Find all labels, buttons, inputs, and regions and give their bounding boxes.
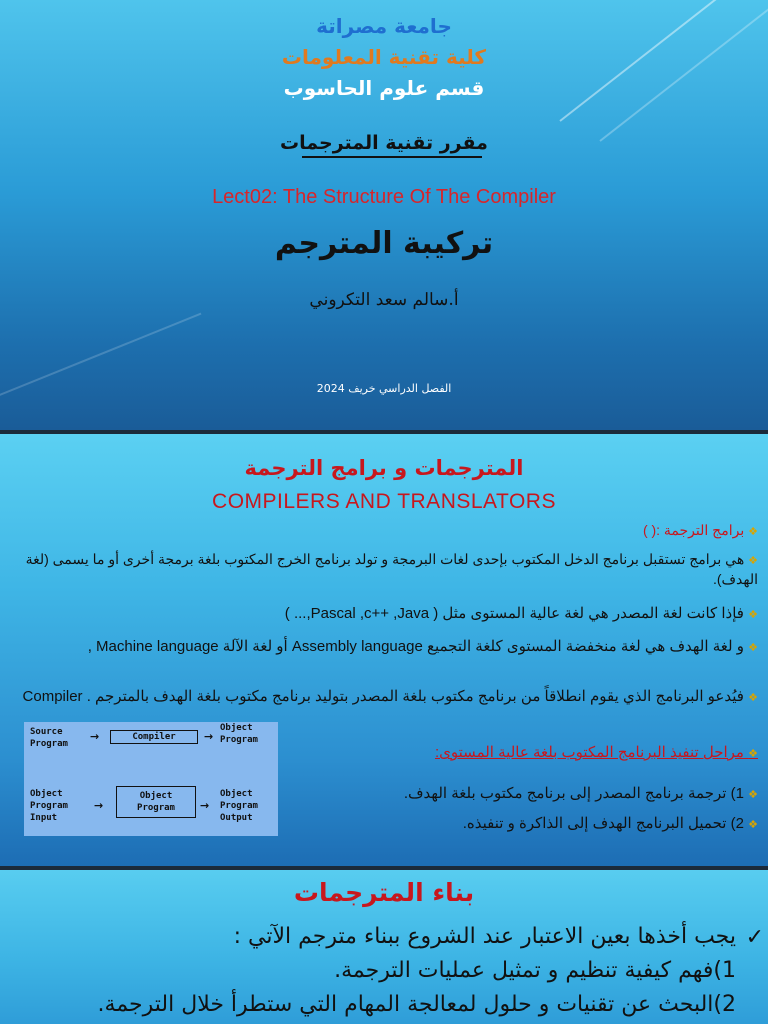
title-slide — [0, 0, 768, 430]
paragraph-text: فيُدعو البرنامج الذي يقوم انطلاقاً من برنامج مكتوب بلغة المصدر بتوليد برنامج مكتوب بلغة الهدف بالمترجم . Compiler — [22, 688, 744, 705]
bullet-icon: ❖ — [748, 555, 758, 567]
object-program-box — [116, 786, 196, 818]
requirement-item-1: 1)فهم كيفية تنظيم و تمثيل عمليات الترجمة. — [334, 958, 736, 983]
stage-step-1 — [404, 784, 758, 802]
author-name: أ.سالم سعد التكروني — [309, 290, 459, 310]
diagram-compiler-label: Compiler — [132, 732, 176, 742]
faculty-name: كلية تقنية المعلومات — [281, 45, 487, 69]
slide-title: بناء المترجمات — [293, 878, 475, 907]
decorative-streak — [0, 313, 201, 412]
building-compilers-slide — [0, 870, 768, 1024]
paragraph-text: هي برامج تستقبل برنامج الدخل المكتوب بإحدى لغات البرمجة و تولد برنامج الخرج المكتوب بلغة برمجة أخرى أو ما يسمى (لغة الهدف). — [25, 551, 758, 587]
heading-text: برامج الترجمة :( ) — [642, 522, 745, 538]
step-text: 1) ترجمة برنامج المصدر إلى برنامج مكتوب بلغة الهدف. — [403, 785, 744, 802]
diagram-source-label: Source Program — [30, 727, 68, 749]
requirement-intro: يجب أخذها بعين الاعتبار عند الشروع ببناء مترجم الآتي : — [233, 924, 736, 949]
translation-programs-heading — [643, 522, 758, 539]
diagram-object-program-label: Object Program — [137, 791, 175, 813]
arrow-right-icon: → — [200, 799, 210, 812]
heading-text: مراحل تنفيذ البرنامج المكتوب بلغة عالية المستوى: — [435, 744, 744, 761]
compiler-diagram — [24, 722, 278, 836]
department-name: قسم علوم الحاسوب — [283, 76, 485, 100]
university-name: جامعة مصراتة — [316, 14, 452, 38]
semester-label: الفصل الدراسي خريف 2024 — [316, 382, 452, 395]
compiler-box — [110, 730, 198, 744]
bullet-icon: ❖ — [748, 526, 758, 538]
arrow-right-icon: → — [90, 730, 100, 743]
bullet-icon: ❖ — [748, 748, 758, 760]
diagram-input-label: Object Program Input — [30, 789, 68, 823]
lecture-title: Lect02: The Structure Of The Compiler — [212, 186, 556, 208]
paragraph-text: فإذا كانت لغة المصدر هي لغة عالية المستوى مثل ( Pascal ,c++ ,Java,... ) — [284, 605, 744, 622]
bullet-icon: ❖ — [748, 642, 758, 654]
arrow-right-icon: → — [204, 730, 214, 743]
bullet-icon: ❖ — [748, 789, 758, 801]
execution-stages-heading — [435, 743, 758, 761]
bullet-icon: ❖ — [748, 692, 758, 704]
checkmark-icon: ✓ — [745, 925, 764, 950]
course-title: مقرر تقنية المترجمات — [280, 132, 488, 154]
stage-step-2 — [463, 814, 758, 832]
diagram-object-label: Object Program — [220, 723, 258, 745]
requirement-item-2: 2)البحث عن تقنيات و حلول لمعالجة المهام التي ستطرأ خلال الترجمة. — [97, 992, 736, 1017]
bullet-icon: ❖ — [748, 609, 758, 621]
course-underline — [302, 156, 482, 158]
diagram-output-label: Object Program Output — [220, 789, 258, 823]
compiler-paragraph — [12, 686, 758, 709]
compilers-slide — [0, 434, 768, 866]
slide-title: تركيبة المترجم — [274, 226, 494, 261]
definition-paragraph — [12, 550, 758, 588]
target-language-paragraph — [12, 636, 758, 659]
paragraph-text: و لغة الهدف هي لغة منخفضة المستوى كلغة التجميع Assembly language أو لغة الآلة Machine language , — [87, 638, 744, 655]
source-language-paragraph — [285, 604, 758, 622]
step-text: 2) تحميل البرنامج الهدف إلى الذاكرة و تنفيذه. — [462, 815, 744, 832]
slide-title-english: COMPILERS AND TRANSLATORS — [212, 490, 556, 513]
arrow-right-icon: → — [94, 799, 104, 812]
slide-title-arabic: المترجمات و برامج الترجمة — [244, 456, 524, 480]
bullet-icon: ❖ — [748, 819, 758, 831]
